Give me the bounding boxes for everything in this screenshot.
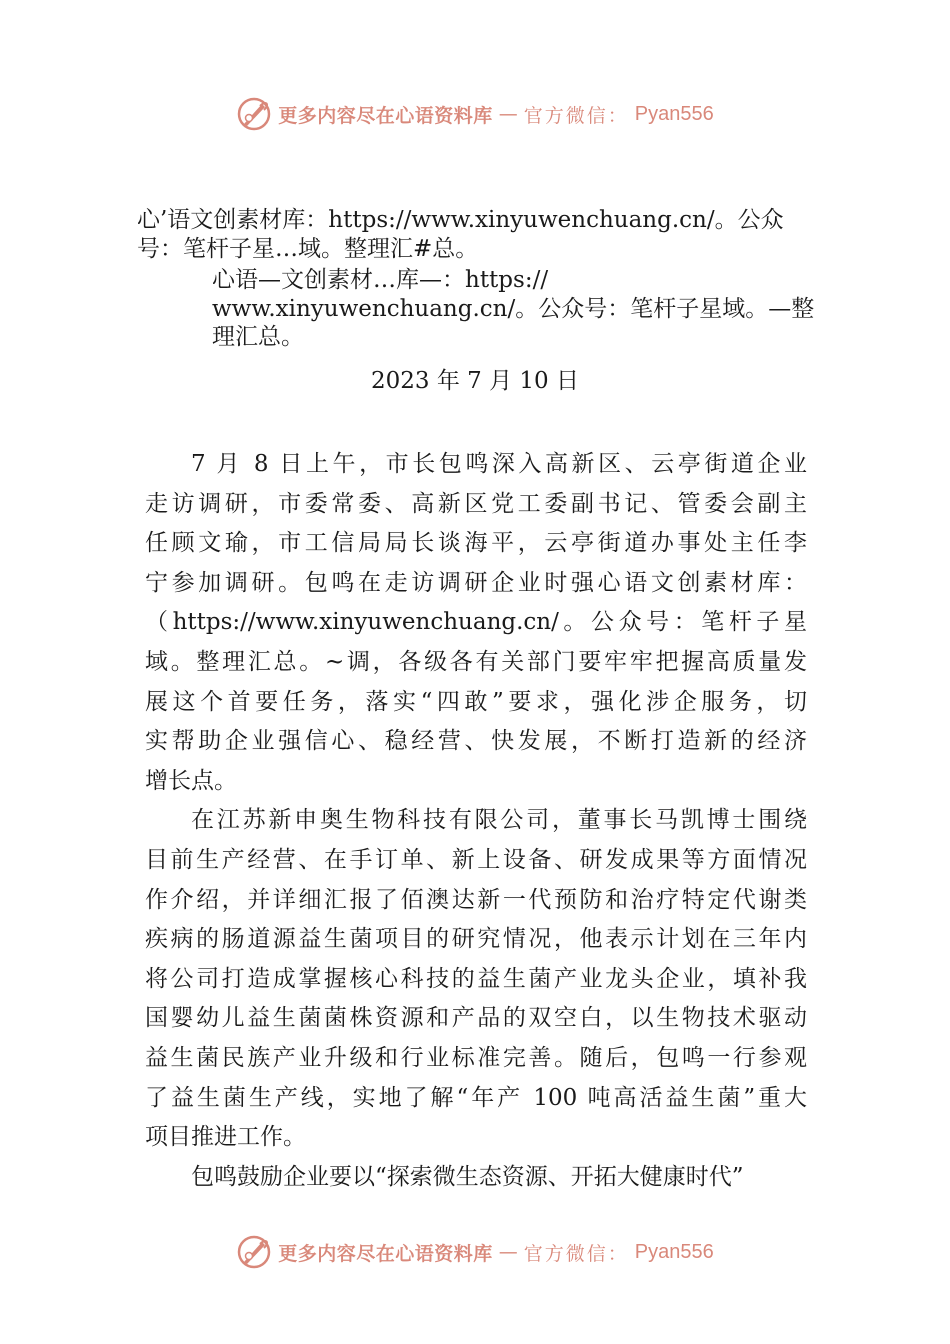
paragraph-2 bbox=[145, 801, 807, 1157]
banner-slogan: 更多内容尽在心语资料库 bbox=[278, 104, 493, 127]
paragraph-line: 在江苏新申奥生物科技有限公司，董事长马凯博士围绕 bbox=[191, 807, 807, 834]
paragraph-line: 项目推进工作。 bbox=[145, 1124, 306, 1151]
article-body bbox=[145, 445, 807, 1197]
paragraph-line: 实帮助企业强信心、稳经营、快发展，不断打造新的经济 bbox=[145, 728, 807, 755]
banner-wechat-label: 官方微信： bbox=[523, 1242, 629, 1265]
banner-wechat-label: 官方微信： bbox=[523, 104, 629, 127]
paragraph-line: 国婴幼儿益生菌菌株资源和产品的双空白，以生物技术驱动 bbox=[145, 1005, 807, 1032]
header-line-4: www.xinyuwenchuang.cn/。公众号：笔杆子星域。—整 bbox=[212, 296, 815, 322]
paragraph-line: 了益生菌生产线，实地了解“年产 100 吨高活益生菌”重大 bbox=[145, 1084, 807, 1111]
paragraph-line: 增长点。 bbox=[145, 767, 237, 794]
paragraph-line: 展这个首要任务，落实“四敢”要求，强化涉企服务，切 bbox=[145, 688, 807, 715]
header-line-3: 心语—文创素材…库—：https:// bbox=[212, 267, 549, 293]
header-line-1: 心’语文创素材库：https://www.xinyuwenchuang.cn/。公众 bbox=[137, 207, 784, 233]
banner-dash: — bbox=[498, 1241, 518, 1263]
paragraph-line: 宁参加调研。包鸣在走访调研企业时强心语文创素材库： bbox=[145, 569, 807, 596]
paragraph-line: 将公司打造成掌握核心科技的益生菌产业龙头企业，填补我 bbox=[145, 965, 807, 992]
paragraph-line: 走访调研，市委常委、高新区党工委副书记、管委会副主 bbox=[145, 490, 807, 517]
banner-dash: — bbox=[498, 103, 518, 125]
paragraph-line: 目前生产经营、在手订单、新上设备、研发成果等方面情况 bbox=[145, 846, 807, 873]
paragraph-3 bbox=[145, 1158, 807, 1198]
paragraph-line: 任顾文瑜，市工信局局长谈海平，云亭街道办事处主任李 bbox=[145, 530, 807, 557]
banner-wechat-id: Pyan556 bbox=[634, 1240, 714, 1263]
paragraph-line: 包鸣鼓励企业要以“探索微生态资源、开拓大健康时代” bbox=[191, 1163, 744, 1190]
paragraph-line: 益生菌民族产业升级和行业标准完善。随后，包鸣一行参观 bbox=[145, 1044, 807, 1071]
paragraph-line: 疾病的肠道源益生菌项目的研究情况，他表示计划在三年内 bbox=[145, 926, 807, 953]
paragraph-line: （https://www.xinyuwenchuang.cn/。公众号：笔杆子星 bbox=[145, 609, 807, 636]
banner-wechat-id: Pyan556 bbox=[634, 102, 714, 125]
header-line-2: 号：笔杆子星…域。整理汇#总。 bbox=[137, 236, 479, 262]
quill-pen-icon bbox=[236, 96, 272, 132]
header-line-5: 理汇总。 bbox=[212, 324, 304, 350]
quill-pen-icon bbox=[236, 1234, 272, 1270]
banner-slogan: 更多内容尽在心语资料库 bbox=[278, 1242, 493, 1265]
paragraph-line: 域。整理汇总。~调，各级各有关部门要牢牢把握高质量发 bbox=[145, 648, 807, 675]
paragraph-1 bbox=[145, 445, 807, 801]
paragraph-line: 作介绍，并详细汇报了佰澳达新一代预防和治疗特定代谢类 bbox=[145, 886, 807, 913]
watermark-banner-bottom bbox=[0, 1232, 950, 1272]
paragraph-line: 7 月 8 日上午，市长包鸣深入高新区、云亭街道企业 bbox=[191, 451, 807, 477]
watermark-banner-top bbox=[0, 94, 950, 134]
document-date: 2023 年 7 月 10 日 bbox=[371, 368, 579, 394]
